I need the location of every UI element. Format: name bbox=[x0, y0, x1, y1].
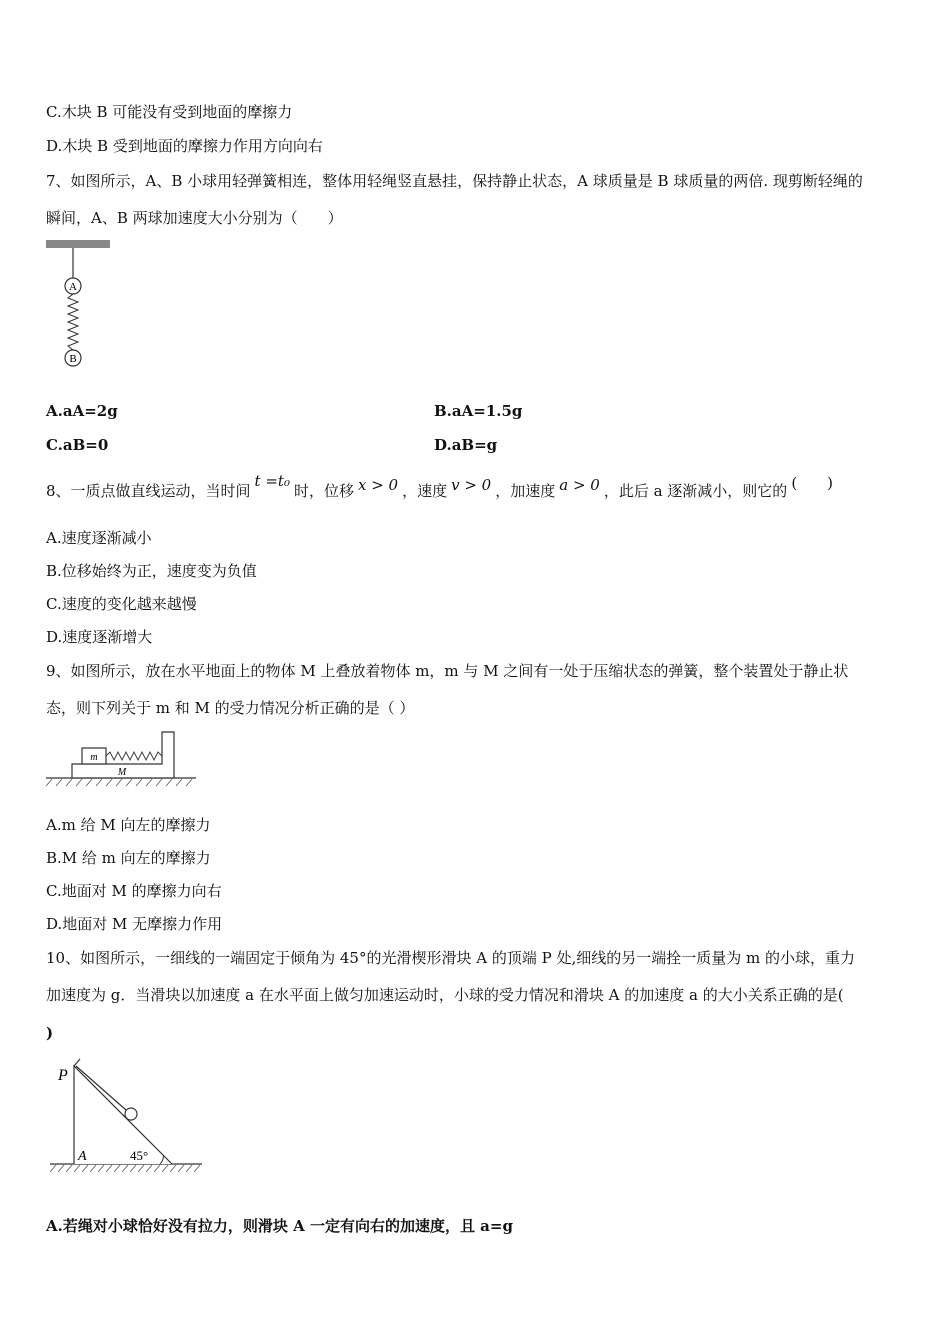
q8-stem bbox=[46, 472, 834, 501]
ball-a-label: A bbox=[69, 281, 77, 293]
q8-answer-paren: ( ) bbox=[791, 474, 834, 492]
q7-option-d: D.aB=g bbox=[434, 436, 498, 454]
q9-block-figure bbox=[44, 728, 200, 794]
q8-option-b: B.位移始终为正，速度变为负值 bbox=[46, 562, 257, 580]
q10-stem-line3: ) bbox=[46, 1024, 54, 1042]
ground-hatching bbox=[50, 1165, 200, 1172]
q9-option-b: B.M 给 m 向左的摩擦力 bbox=[46, 849, 211, 867]
q7-stem-line2: 瞬间，A、B 两球加速度大小分别为（ ） bbox=[46, 209, 343, 227]
q8-math-x: x > 0 bbox=[357, 476, 399, 494]
q8-stem-part3: ，速度 bbox=[402, 482, 448, 500]
q10-stem-line1: 10、如图所示，一细线的一端固定于倾角为 45°的光滑楔形滑块 A 的顶端 P 处,细线的另一端拴一质量为 m 的小球，重力 bbox=[46, 949, 855, 967]
q8-stem-part1: 8、一质点做直线运动，当时间 bbox=[46, 482, 251, 500]
block-small-m-label: m bbox=[90, 752, 98, 763]
block-big-m-label: M bbox=[117, 767, 127, 778]
compressed-spring bbox=[106, 752, 162, 760]
angle-label: 45° bbox=[130, 1148, 149, 1163]
q7-spring-figure bbox=[44, 236, 114, 372]
point-p-label: P bbox=[58, 1067, 68, 1084]
q7-option-c: C.aB=0 bbox=[46, 436, 109, 454]
ceiling-bar bbox=[46, 240, 110, 248]
q8-math-v: v > 0 bbox=[451, 476, 492, 494]
q8-math-t: t =t₀ bbox=[254, 472, 290, 490]
q8-stem-part2: 时，位移 bbox=[293, 482, 354, 500]
q9-stem-line2: 态，则下列关于 m 和 M 的受力情况分析正确的是（ ） bbox=[46, 699, 415, 717]
q8-option-a: A.速度逐渐减小 bbox=[46, 529, 152, 547]
q10-wedge-figure bbox=[46, 1054, 208, 1180]
q8-stem-part4: ，加速度 bbox=[495, 482, 556, 500]
ball-b-label: B bbox=[69, 353, 77, 365]
q9-option-a: A.m 给 M 向左的摩擦力 bbox=[46, 816, 211, 834]
q10-stem-line2: 加速度为 g．当滑块以加速度 a 在水平面上做匀加速运动时，小球的受力情况和滑块 A 的加速度 a 的大小关系正确的是( bbox=[46, 986, 844, 1004]
q9-option-c: C.地面对 M 的摩擦力向右 bbox=[46, 882, 222, 900]
q10-option-a: A.若绳对小球恰好没有拉力，则滑块 A 一定有向右的加速度，且 a=g bbox=[46, 1217, 513, 1235]
q8-math-a: a > 0 bbox=[559, 476, 600, 494]
q9-option-d: D.地面对 M 无摩擦力作用 bbox=[46, 915, 223, 933]
q7-stem-line1: 7、如图所示，A、B 小球用轻弹簧相连，整体用轻绳竖直悬挂，保持静止状态，A 球质量是 B 球质量的两倍. 现剪断轻绳的 bbox=[46, 172, 863, 190]
q8-option-d: D.速度逐渐增大 bbox=[46, 628, 153, 646]
q8-option-c: C.速度的变化越来越慢 bbox=[46, 595, 197, 613]
q9-stem-line1: 9、如图所示，放在水平地面上的物体 M 上叠放着物体 m，m 与 M 之间有一处于压缩状态的弹簧，整个装置处于静止状 bbox=[46, 662, 849, 680]
small-ball bbox=[125, 1108, 137, 1120]
ground-hatching bbox=[46, 779, 192, 786]
q6-option-d: D.木块 B 受到地面的摩擦力作用方向向右 bbox=[46, 137, 323, 155]
wedge-block bbox=[74, 1066, 172, 1164]
wedge-top-tick bbox=[74, 1059, 80, 1066]
q7-option-a: A.aA=2g bbox=[46, 402, 118, 420]
q7-option-b: B.aA=1.5g bbox=[434, 402, 523, 420]
spring-coil bbox=[68, 294, 78, 350]
q8-stem-part5: ，此后 a 逐渐减小，则它的 bbox=[603, 482, 788, 500]
wedge-a-label: A bbox=[78, 1149, 87, 1164]
q6-option-c: C.木块 B 可能没有受到地面的摩擦力 bbox=[46, 103, 293, 121]
